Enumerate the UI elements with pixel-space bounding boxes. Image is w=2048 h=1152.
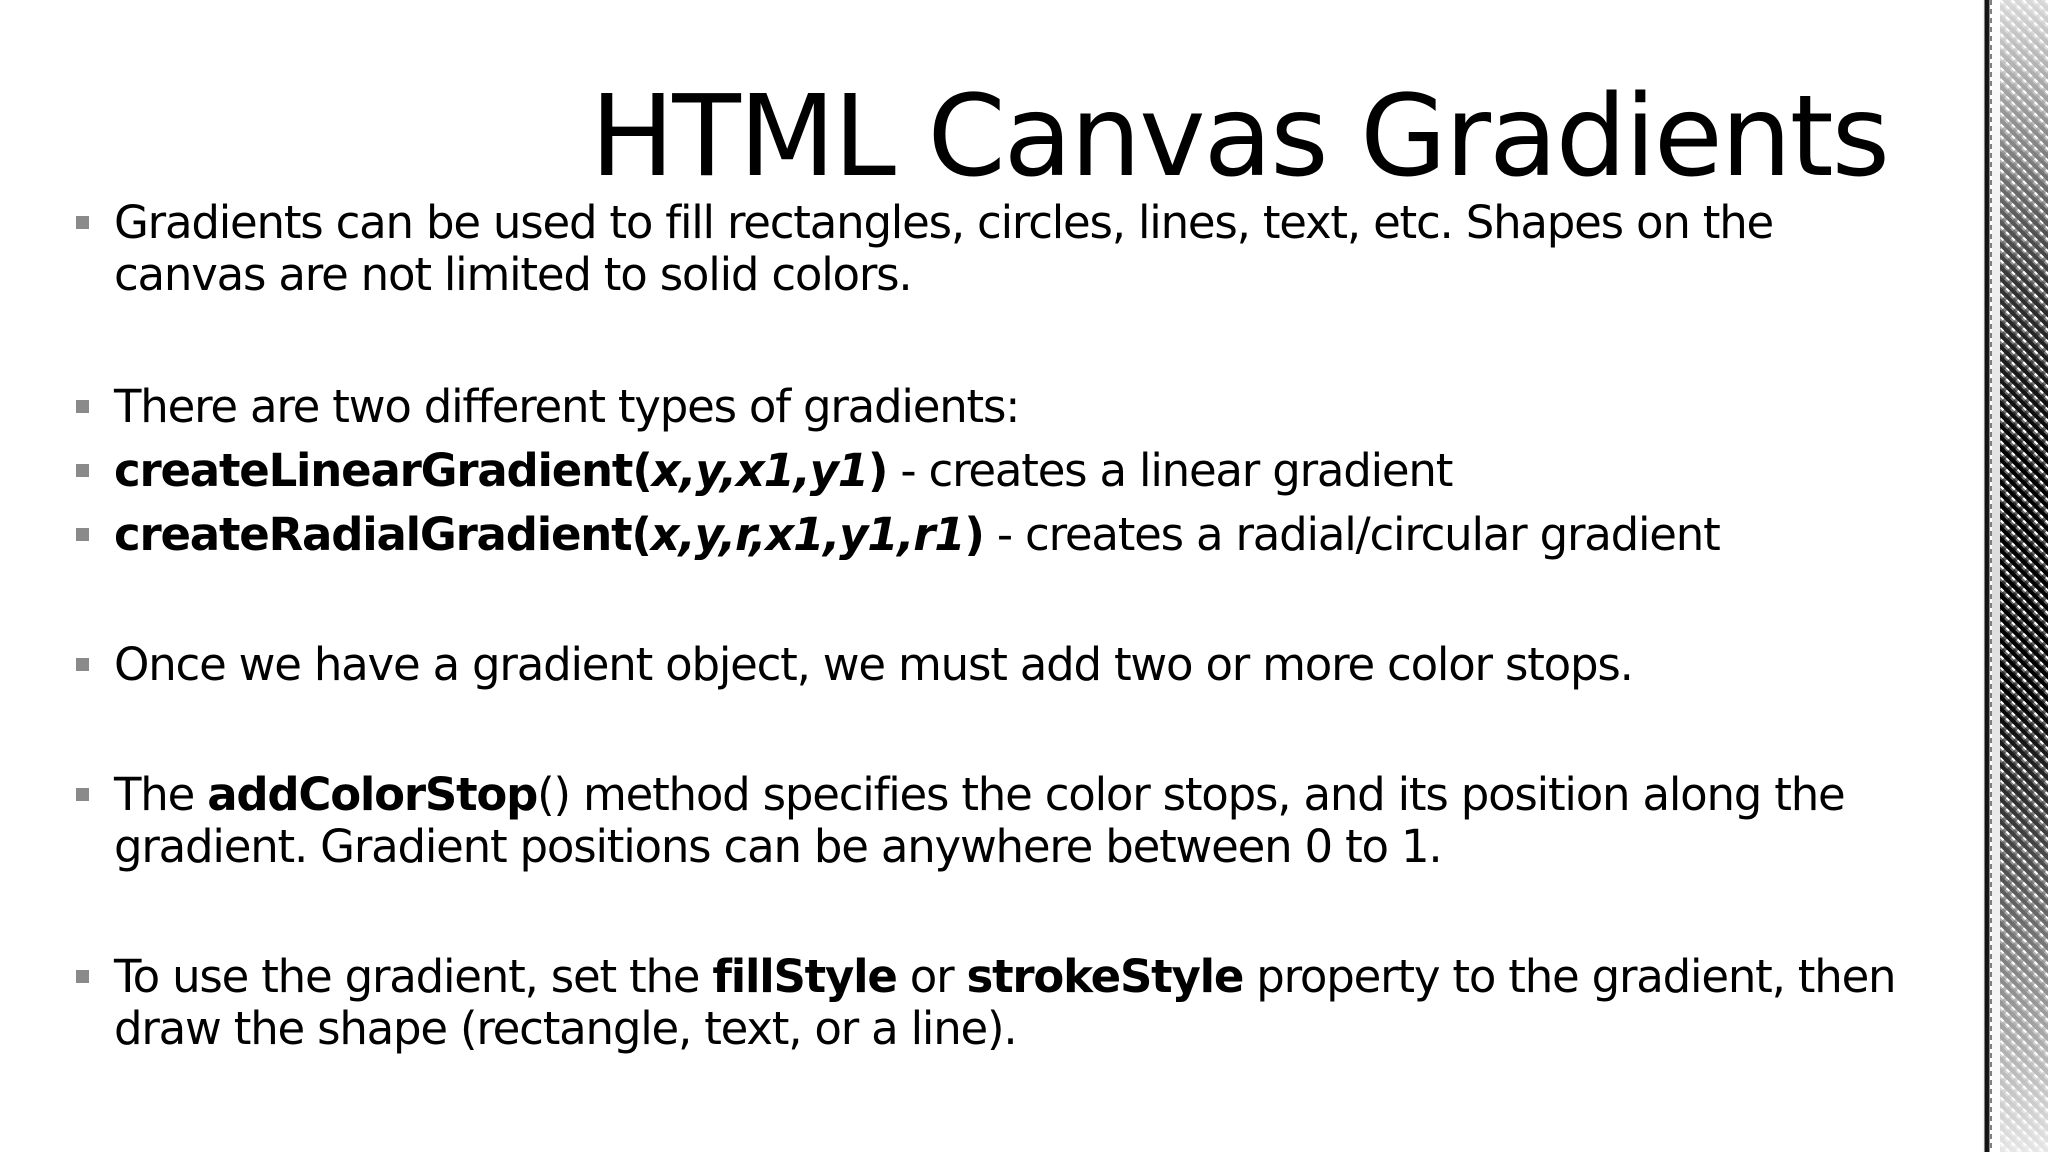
bullet-item: [76, 509, 1916, 561]
property-name: fillStyle: [712, 950, 897, 1003]
bullet-text: createRadialGradient(x,y,r,x1,y1,r1) - creates a radial/circular gradient: [114, 508, 1720, 561]
square-bullet-icon: [76, 400, 89, 413]
bullet-text: createLinearGradient(x,y,x1,y1) - creates a linear gradient: [114, 444, 1453, 497]
bullet-text: The addColorStop() method specifies the color stops, and its position along the gradient. Gradient positions can be anywhere between 0 to 1.: [114, 768, 1845, 873]
bullet-text: To use the gradient, set the fillStyle or strokeStyle property to the gradient, then draw the shape (rectangle, text, or a line).: [114, 950, 1896, 1055]
bullet-item: [76, 769, 1916, 873]
border-stripe: [1992, 0, 2000, 1152]
bullet-item: [76, 639, 1916, 691]
square-bullet-icon: [76, 528, 89, 541]
slide-title: HTML Canvas Gradients: [590, 72, 1888, 202]
square-bullet-icon: [76, 788, 89, 801]
bullet-item: [76, 445, 1916, 497]
method-name: createRadialGradient(: [114, 508, 651, 561]
square-bullet-icon: [76, 216, 89, 229]
square-bullet-icon: [76, 970, 89, 983]
method-params: x,y,r,x1,y1,r1: [650, 508, 965, 561]
bullet-text: Once we have a gradient object, we must add two or more color stops.: [114, 638, 1633, 691]
property-name: strokeStyle: [966, 950, 1244, 1003]
square-bullet-icon: [76, 464, 89, 477]
method-name: addColorStop: [207, 768, 538, 821]
bullet-item: [76, 951, 1916, 1055]
method-params: x,y,x1,y1: [651, 444, 868, 497]
bullet-item: [76, 381, 1916, 433]
bullet-text: Gradients can be used to fill rectangles, circles, lines, text, etc. Shapes on the canvas are not limited to solid colors.: [114, 196, 1774, 301]
square-bullet-icon: [76, 658, 89, 671]
decorative-border: [1982, 0, 2048, 1152]
method-name: createLinearGradient(: [114, 444, 652, 497]
bullet-text: There are two different types of gradients:: [114, 380, 1020, 433]
bullet-item: [76, 197, 1916, 301]
